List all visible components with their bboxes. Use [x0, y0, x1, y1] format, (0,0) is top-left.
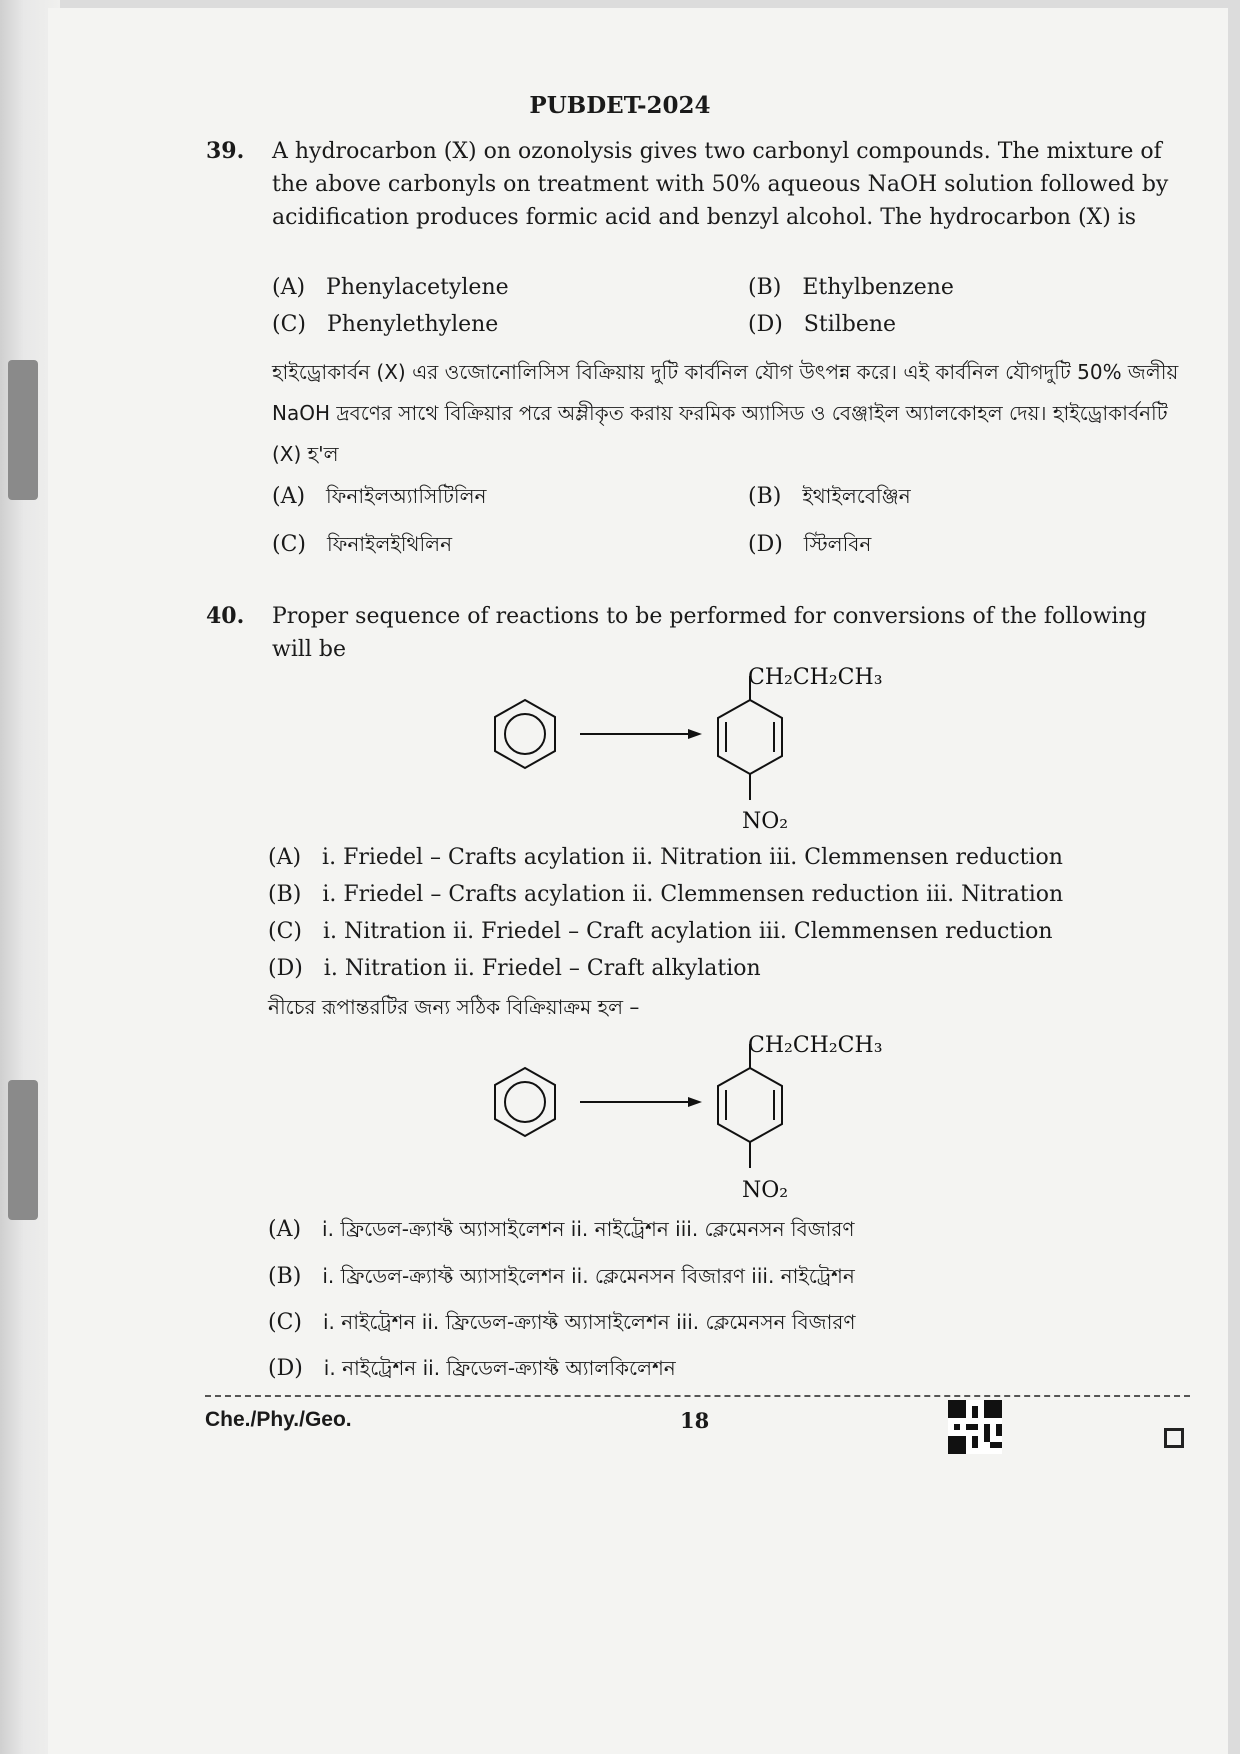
reaction-scheme	[480, 1025, 900, 1210]
option-39-d-bn	[748, 530, 871, 563]
option-text: i. Friedel – Crafts acylation ii. Nitration iii. Clemmensen reduction	[322, 845, 1063, 870]
option-text: ইথাইলবেঞ্জিন	[802, 484, 911, 508]
option-39-d	[748, 312, 896, 337]
product-ring	[718, 1044, 782, 1168]
option-40-d	[268, 956, 761, 981]
option-39-a	[272, 275, 509, 300]
option-text: স্টিলবিন	[803, 532, 872, 556]
option-text: i. নাইট্রেশন ii. ফ্রিডেল-ক্র্যাফ্ট অ্যাসাইলেশন iii. ক্লেমেনসন বিজারণ	[322, 1310, 856, 1334]
reaction-arrow	[580, 1097, 702, 1107]
option-text: i. Friedel – Crafts acylation ii. Clemmensen reduction iii. Nitration	[322, 882, 1064, 907]
option-39-c-bn	[272, 530, 452, 563]
option-text: ফিনাইলইথিলিন	[326, 532, 453, 556]
footer-divider	[205, 1395, 1190, 1397]
option-39-b-bn	[748, 482, 911, 515]
question-text-bn: হাইড্রোকার্বন (X) এর ওজোনোলিসিস বিক্রিয়ায় দুটি কার্বনিল যৌগ উৎপন্ন করে। এই কার্বনিল যৌগদুটি 50% জলীয় NaOH দ্রবণের সাথে বিক্রিয়ার পরে অম্লীকৃত করায় ফরমিক অ্যাসিড ও বেঞ্জাইল অ্যালকোহল দেয়। হাইড্রোকার্বনটি (X) হ'ল	[272, 360, 1179, 466]
option-label: (D)	[268, 956, 303, 981]
option-label: (B)	[268, 1264, 302, 1289]
option-39-a-bn	[272, 482, 486, 515]
exam-page	[48, 8, 1228, 1754]
option-40-c-bn	[268, 1308, 855, 1341]
option-40-a-bn	[268, 1215, 855, 1248]
option-text: ফিনাইলঅ্যাসিটিলিন	[326, 484, 487, 508]
option-40-b	[268, 882, 1063, 907]
substituent-bottom: NO₂	[742, 1178, 789, 1203]
question-text-en: A hydrocarbon (X) on ozonolysis gives two carbonyl compounds. The mixture of the above carbonyls on treatment with 50% aqueous NaOH solution followed by acidification produces formic acid and benzyl alcohol. The hydrocarbon (X) is	[272, 139, 1169, 230]
option-label: (D)	[748, 312, 783, 337]
square-marker-icon	[1164, 1428, 1184, 1448]
option-label: (C)	[272, 532, 306, 557]
option-text: Phenylacetylene	[326, 275, 509, 300]
option-text: i. Nitration ii. Friedel – Craft acylation iii. Clemmensen reduction	[322, 919, 1053, 944]
substituent-top: CH₂CH₂CH₃	[748, 1033, 883, 1058]
qr-code-icon	[948, 1400, 1002, 1454]
option-39-c	[272, 312, 498, 337]
option-label: (A)	[272, 484, 306, 509]
option-text: i. নাইট্রেশন ii. ফ্রিডেল-ক্র্যাফ্ট অ্যালকিলেশন	[323, 1356, 676, 1380]
confidential-tab	[8, 1080, 38, 1220]
benzene-ring	[495, 700, 555, 768]
reaction-arrow	[580, 729, 702, 739]
option-text: i. Nitration ii. Friedel – Craft alkylation	[323, 956, 761, 981]
page-header: PUBDET-2024	[529, 92, 711, 119]
option-label: (D)	[748, 532, 783, 557]
question-text-en: Proper sequence of reactions to be performed for conversions of the following will be	[272, 604, 1147, 662]
option-text: Phenylethylene	[326, 312, 499, 337]
substituent-bottom: NO₂	[742, 809, 789, 834]
option-40-d-bn	[268, 1354, 676, 1387]
confidential-tab	[8, 360, 38, 500]
option-label: (B)	[748, 484, 782, 509]
substituent-top: CH₂CH₂CH₃	[748, 665, 883, 690]
option-text: Stilbene	[803, 312, 897, 337]
option-text: i. ফ্রিডেল-ক্র্যাফ্ট অ্যাসাইলেশন ii. নাইট্রেশন iii. ক্লেমেনসন বিজারণ	[322, 1217, 855, 1241]
option-label: (A)	[272, 275, 306, 300]
product-ring	[718, 676, 782, 800]
option-label: (D)	[268, 1356, 303, 1381]
option-label: (C)	[268, 1310, 302, 1335]
option-label: (A)	[268, 845, 302, 870]
option-40-c	[268, 919, 1053, 944]
reaction-scheme	[480, 660, 900, 840]
benzene-ring	[495, 1068, 555, 1136]
option-40-a	[268, 845, 1063, 870]
option-label: (A)	[268, 1217, 302, 1242]
option-40-b-bn	[268, 1262, 855, 1295]
option-label: (B)	[748, 275, 782, 300]
option-label: (C)	[272, 312, 306, 337]
option-label: (B)	[268, 882, 302, 907]
option-label: (C)	[268, 919, 302, 944]
option-39-b	[748, 275, 954, 300]
question-number: 40.	[206, 603, 245, 629]
page-number: 18	[680, 1408, 710, 1433]
question-text-bn: নীচের রূপান্তরটির জন্য সঠিক বিক্রিয়াক্রম হল –	[268, 995, 640, 1019]
option-text: Ethylbenzene	[802, 275, 954, 300]
footer-subject: Che./Phy./Geo.	[205, 1408, 352, 1431]
question-number: 39.	[206, 138, 245, 164]
option-text: i. ফ্রিডেল-ক্র্যাফ্ট অ্যাসাইলেশন ii. ক্লেমেনসন বিজারণ iii. নাইট্রেশন	[322, 1264, 855, 1288]
